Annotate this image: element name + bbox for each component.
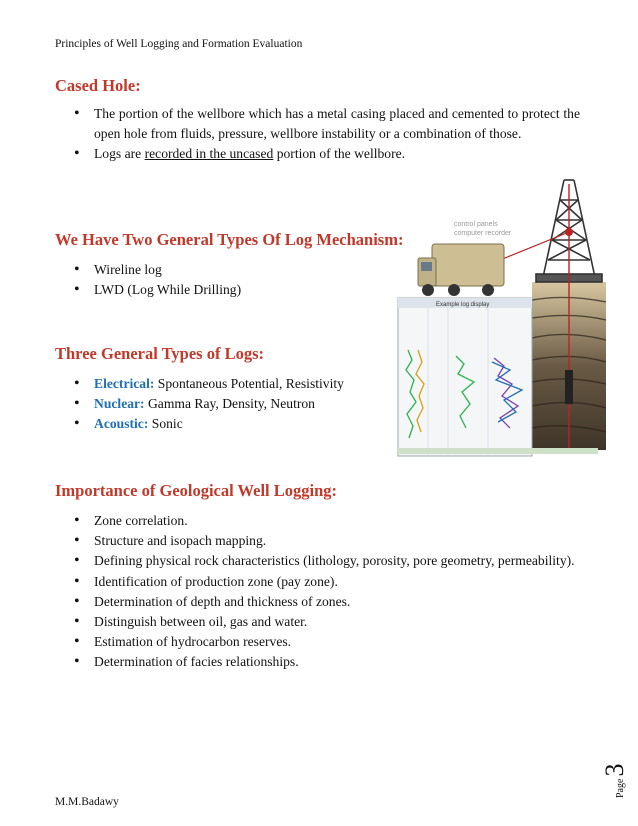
list-item: • Logs are recorded in the uncased portion of the wellbore. <box>72 144 580 164</box>
heading-importance: Importance of Geological Well Logging: <box>55 481 338 500</box>
list-item: • Wireline log <box>72 260 372 280</box>
list-item: • Determination of facies relationships. <box>72 652 580 672</box>
list-item: • Zone correlation. <box>72 511 580 531</box>
importance-list <box>72 511 580 673</box>
underlined-text: recorded in the uncased <box>144 146 274 162</box>
list-item: • Acoustic: Sonic <box>72 414 382 434</box>
list-item: • Distinguish between oil, gas and water. <box>72 612 580 632</box>
cased-hole-list <box>72 104 580 165</box>
list-item: • Defining physical rock characteristics (lithology, porosity, pore geometry, permeability). <box>72 551 580 571</box>
page-number <box>600 718 630 803</box>
logging-tool <box>565 370 573 404</box>
page-header: Principles of Well Logging and Formation Evaluation <box>55 38 303 50</box>
list-item: • LWD (Log While Drilling) <box>72 280 372 300</box>
mechanism-list <box>72 260 372 300</box>
page-label: Page <box>615 778 626 798</box>
heading-log-types: Three General Types of Logs: <box>55 344 264 363</box>
list-item: • Identification of production zone (pay zone). <box>72 572 580 592</box>
list-item: • Nuclear: Gamma Ray, Density, Neutron <box>72 394 382 414</box>
heading-cased-hole: Cased Hole: <box>55 76 141 95</box>
list-item: • Electrical: Spontaneous Potential, Resistivity <box>72 374 382 394</box>
panel-label-2: computer recorder <box>454 230 512 237</box>
log-header-label: Example log display <box>436 302 490 308</box>
well-logging-illustration <box>392 170 606 470</box>
panel-label-1: control panels <box>454 221 498 228</box>
log-display-base <box>398 448 598 454</box>
list-item: • The portion of the wellbore which has a metal casing placed and cemented to protect the open hole from fluids, pressure, wellbore instability or a combination of those. <box>72 104 580 144</box>
log-type-label: Electrical: <box>94 376 155 391</box>
list-item: • Structure and isopach mapping. <box>72 531 580 551</box>
page-footer: M.M.Badawy <box>55 796 119 808</box>
log-type-label: Acoustic: <box>94 416 149 432</box>
list-item: • Estimation of hydrocarbon reserves. <box>72 632 580 652</box>
page-number-value: 3 <box>600 763 629 777</box>
heading-log-mechanism: We Have Two General Types Of Log Mechanism: <box>55 230 404 249</box>
well-logging-diagram <box>392 170 606 470</box>
log-type-label: Nuclear: <box>94 396 145 412</box>
list-item: • Determination of depth and thickness of zones. <box>72 592 580 612</box>
logging-truck <box>418 244 504 296</box>
log-types-list <box>72 374 382 435</box>
